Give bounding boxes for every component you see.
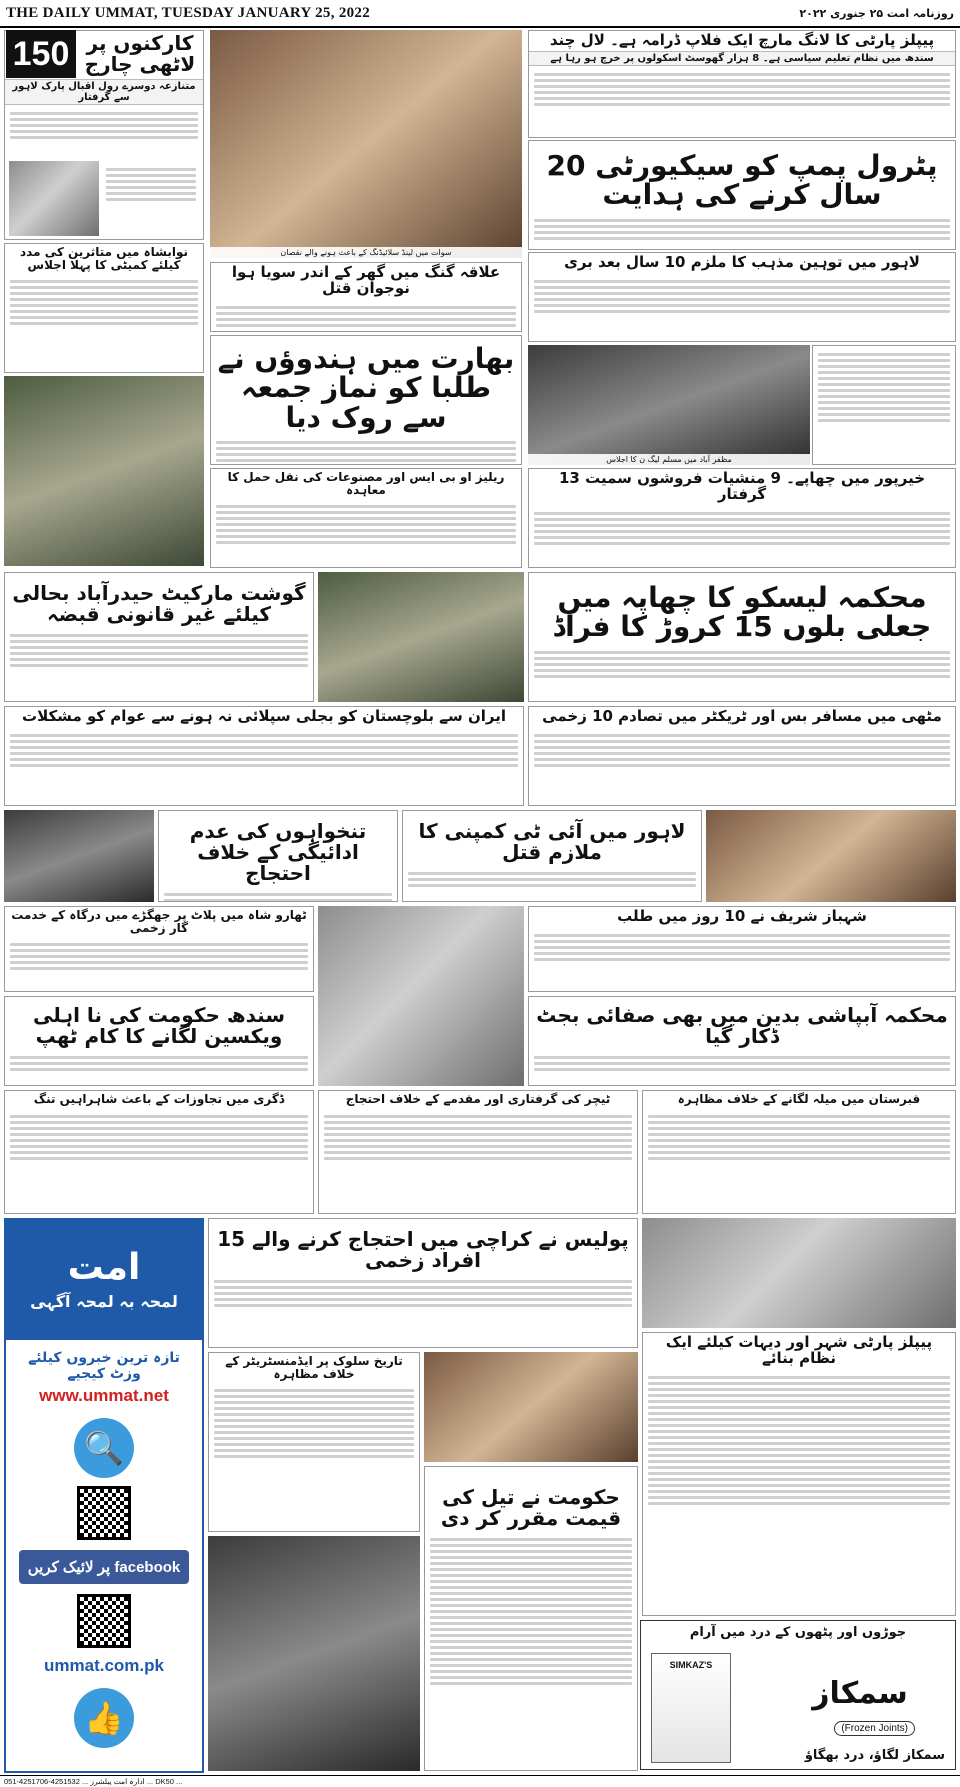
landslide-caption: سوات میں لینڈ سلائیڈنگ کے باعث ہونے والے نقصان [210, 247, 522, 258]
ummat-web-link[interactable]: www.ummat.net [39, 1386, 169, 1405]
meat-text [5, 627, 313, 674]
children-photo [318, 906, 524, 1086]
vaccine-text [5, 1049, 313, 1078]
story-oil[interactable] [424, 1466, 638, 1771]
ummat-ad-body [6, 1340, 202, 1758]
story-pm[interactable] [208, 1352, 420, 1532]
nawabshah-text [5, 273, 203, 332]
iran-headline: ایران سے بلوچستان کو بجلی سپلائی نہ ہونے سے عوام کو مشکلات [22, 707, 506, 725]
qr-code-icon [77, 1486, 131, 1540]
ummat-ad[interactable] [4, 1218, 204, 1773]
ummat-url-link[interactable]: ummat.com.pk [44, 1656, 164, 1675]
masthead [0, 0, 960, 28]
fakebill-headline: محکمہ لیسکو کا چھاپہ میں جعلی بلوں 15 کروڑ کا فراڈ [552, 581, 932, 644]
murder-text [403, 865, 701, 894]
protest2-headline: پولیس نے کراچی میں احتجاج کرنے والے 15 افراد زخمی [217, 1227, 629, 1272]
ummat-logo: امت [67, 1246, 141, 1288]
side-text [813, 346, 955, 429]
page-footer: 051-4251706-4251532 ... ادارہ امت پبلشرز ... DK50 ... [0, 1775, 960, 1787]
simkaz-footer: سمکاز لگاؤ، درد بھگاؤ [804, 1748, 945, 1763]
protest-photo [318, 572, 524, 702]
thumbs-up-icon: 👍 [74, 1688, 134, 1748]
story-kherpur[interactable] [528, 468, 956, 568]
gang-headline: علاقہ گنگ میں گھر کے اندر سویا ہوا نوجوان قتل [231, 263, 501, 297]
relief-text [211, 498, 521, 551]
story-graveyard[interactable] [642, 1090, 956, 1214]
story-protest[interactable] [158, 810, 398, 902]
iran-text [5, 727, 523, 774]
fakebill-text [529, 644, 955, 685]
oil-headline: حکومت نے تیل کی قیمت مقرر کر دی [440, 1485, 622, 1530]
karnataka-text [211, 434, 521, 465]
ppp2-text [643, 1369, 955, 1512]
murder-headline: لاہور میں آئی ٹی کمپنی کا ملازم قتل [418, 819, 686, 864]
officials-photo [208, 1536, 420, 1771]
shahbaz-text [529, 927, 955, 968]
ppp-sub: سندھ میں نظام تعلیم سیاسی ہے۔ 8 ہزار گھوسٹ اسکولوں پر خرچ ہو رہا ہے [529, 51, 955, 66]
qr-code-icon-2 [77, 1594, 131, 1648]
protest-headline: تنخواہوں کی عدم ادائیگی کے خلاف احتجاج [189, 819, 367, 885]
story-murder[interactable] [402, 810, 702, 902]
ummat-slogan: لمحہ بہ لمحہ آگہی [30, 1291, 178, 1311]
ummat-ad-header [6, 1220, 202, 1340]
landslide-photo [210, 30, 522, 258]
story-150-headline: کارکنوں پر لاٹھی چارج [84, 31, 196, 76]
lahore-text [529, 273, 955, 320]
placard-photo [642, 1218, 956, 1328]
pm-text [209, 1382, 419, 1465]
kherpur-text [529, 505, 955, 552]
story-150-number: 150 [6, 30, 76, 78]
story-150-sub: متنازعہ دوسرے رول اقبال پارک لاہور سے گرفتار [5, 79, 203, 105]
irrigation-headline: محکمہ آبپاشی بدین میں بھی صفائی بجٹ ڈکار گیا [536, 1003, 948, 1048]
simkaz-brand: سمکاز [812, 1676, 908, 1711]
story-ppp2[interactable] [642, 1332, 956, 1616]
vaccine-headline: سندھ حکومت کی نا اہلی ویکسین لگانے کا کام ٹھپ [33, 1003, 285, 1048]
oil-text [425, 1531, 637, 1692]
accident-text [529, 727, 955, 774]
nawabshah-headline: نوابشاہ میں متاثرین کی مدد کیلئے کمیٹی کا پہلا اجلاس [20, 245, 188, 272]
story-fakebill[interactable] [528, 572, 956, 702]
story-dargah[interactable] [4, 906, 314, 992]
simkaz-ad[interactable] [640, 1620, 956, 1770]
story-teacher[interactable] [318, 1090, 638, 1214]
accident-headline: مٹھی میں مسافر بس اور ٹریکٹر میں تصادم 10 زخمی [542, 707, 942, 725]
crowd-photo [424, 1352, 638, 1462]
press-photo [4, 810, 154, 902]
dargah-text [5, 936, 313, 977]
teacher-headline: ٹیچر کی گرفتاری اور مقدمے کے خلاف احتجاج [345, 1092, 611, 1106]
digri-headline: ڈگری میں تجاوزات کے باعث شاہراہیں تنگ [33, 1092, 285, 1106]
gang-text [211, 299, 521, 333]
shahbaz-headline: شہباز شریف نے 10 روز میں طلب [617, 907, 867, 925]
story-side[interactable] [812, 345, 956, 465]
story-iran[interactable] [4, 706, 524, 806]
ppp-text [529, 66, 955, 113]
petrol-text [529, 212, 955, 247]
kherpur-headline: خیرپور میں چھاپے۔ 9 منشیات فروشوں سمیت 13 گرفتار [558, 469, 926, 503]
pm-headline: تاریخ سلوک پر ایڈمنسٹریٹر کے خلاف مظاہرہ [225, 1354, 403, 1381]
story-irrigation[interactable] [528, 996, 956, 1086]
petrol-headline: پٹرول پمپ کو سیکیورٹی 20 سال کرنے کی ہدایت [546, 149, 938, 212]
irrigation-text [529, 1049, 955, 1078]
story-petrol[interactable] [528, 140, 956, 250]
ppp-headline: پیپلز پارٹی کا لانگ مارچ ایک فلاپ ڈرامہ ہے۔ لال چند [549, 31, 935, 49]
story-nawabshah[interactable] [4, 243, 204, 373]
teacher-text [319, 1108, 637, 1167]
story-accident[interactable] [528, 706, 956, 806]
story-digri[interactable] [4, 1090, 314, 1214]
simkaz-english: (Frozen Joints) [834, 1721, 915, 1736]
masthead-urdu-title: روزنامہ امت ۲۵ جنوری ۲۰۲۲ [799, 6, 954, 20]
story-relief[interactable] [210, 468, 522, 568]
ummat-cta: تازہ ترین خبروں کیلئے وزٹ کیجیے [28, 1350, 180, 1382]
story-150-text2 [101, 161, 201, 208]
meat-headline: گوشت مارکیٹ حیدرآباد بحالی کیلئے غیر قانونی قبضہ [12, 581, 306, 626]
story-ppp[interactable] [528, 30, 956, 138]
story-150-text [5, 105, 203, 146]
simkaz-tagline: جوڑوں اور پٹھوں کے درد میں آرام [689, 1625, 907, 1640]
karnataka-headline: بھارت میں ہندوؤں نے طلبا کو نماز جمعہ سے روک دیا [217, 342, 515, 434]
digri-text [5, 1108, 313, 1167]
protest2-text [209, 1273, 637, 1314]
story-vaccine[interactable] [4, 996, 314, 1086]
search-icon: 🔍 [74, 1418, 134, 1478]
masthead-english-title: THE DAILY UMMAT, TUESDAY JANUARY 25, 2022 [6, 4, 371, 21]
story-gas[interactable] [210, 262, 522, 332]
meeting-photo [528, 345, 810, 465]
dargah-headline: ٹھارو شاہ میں پلاٹ پر جھگڑے میں درگاہ کے خدمت گار زخمی [11, 908, 307, 935]
ppp2-headline: پیپلز پارٹی شہر اور دیہات کیلئے ایک نظام بنائے [665, 1333, 933, 1367]
graveyard-text [643, 1108, 955, 1167]
facebook-button[interactable]: facebook پر لائیک کریں [19, 1550, 189, 1584]
story-shahbaz[interactable] [528, 906, 956, 992]
rally-photo [4, 376, 204, 566]
story-karnataka[interactable] [210, 335, 522, 465]
accident-photo [706, 810, 956, 902]
relief-headline: ریلیز او بی ایس اور مصنوعات کی نقل حمل کا معاہدہ [227, 470, 505, 497]
story-protest2[interactable] [208, 1218, 638, 1348]
story-meat[interactable] [4, 572, 314, 702]
graveyard-headline: قبرستان میں میلہ لگانے کے خلاف مظاہرہ [677, 1092, 921, 1106]
story-lahore[interactable] [528, 252, 956, 342]
lahore-headline: لاہور میں توہین مذہب کا ملزم 10 سال بعد بری [564, 253, 920, 271]
protest-text [159, 886, 397, 902]
story-150-photo [9, 161, 99, 236]
simkaz-product-box: SIMKAZ'S [651, 1653, 731, 1763]
meeting-caption: مظفر آباد میں مسلم لیگ ن کا اجلاس [528, 454, 810, 465]
